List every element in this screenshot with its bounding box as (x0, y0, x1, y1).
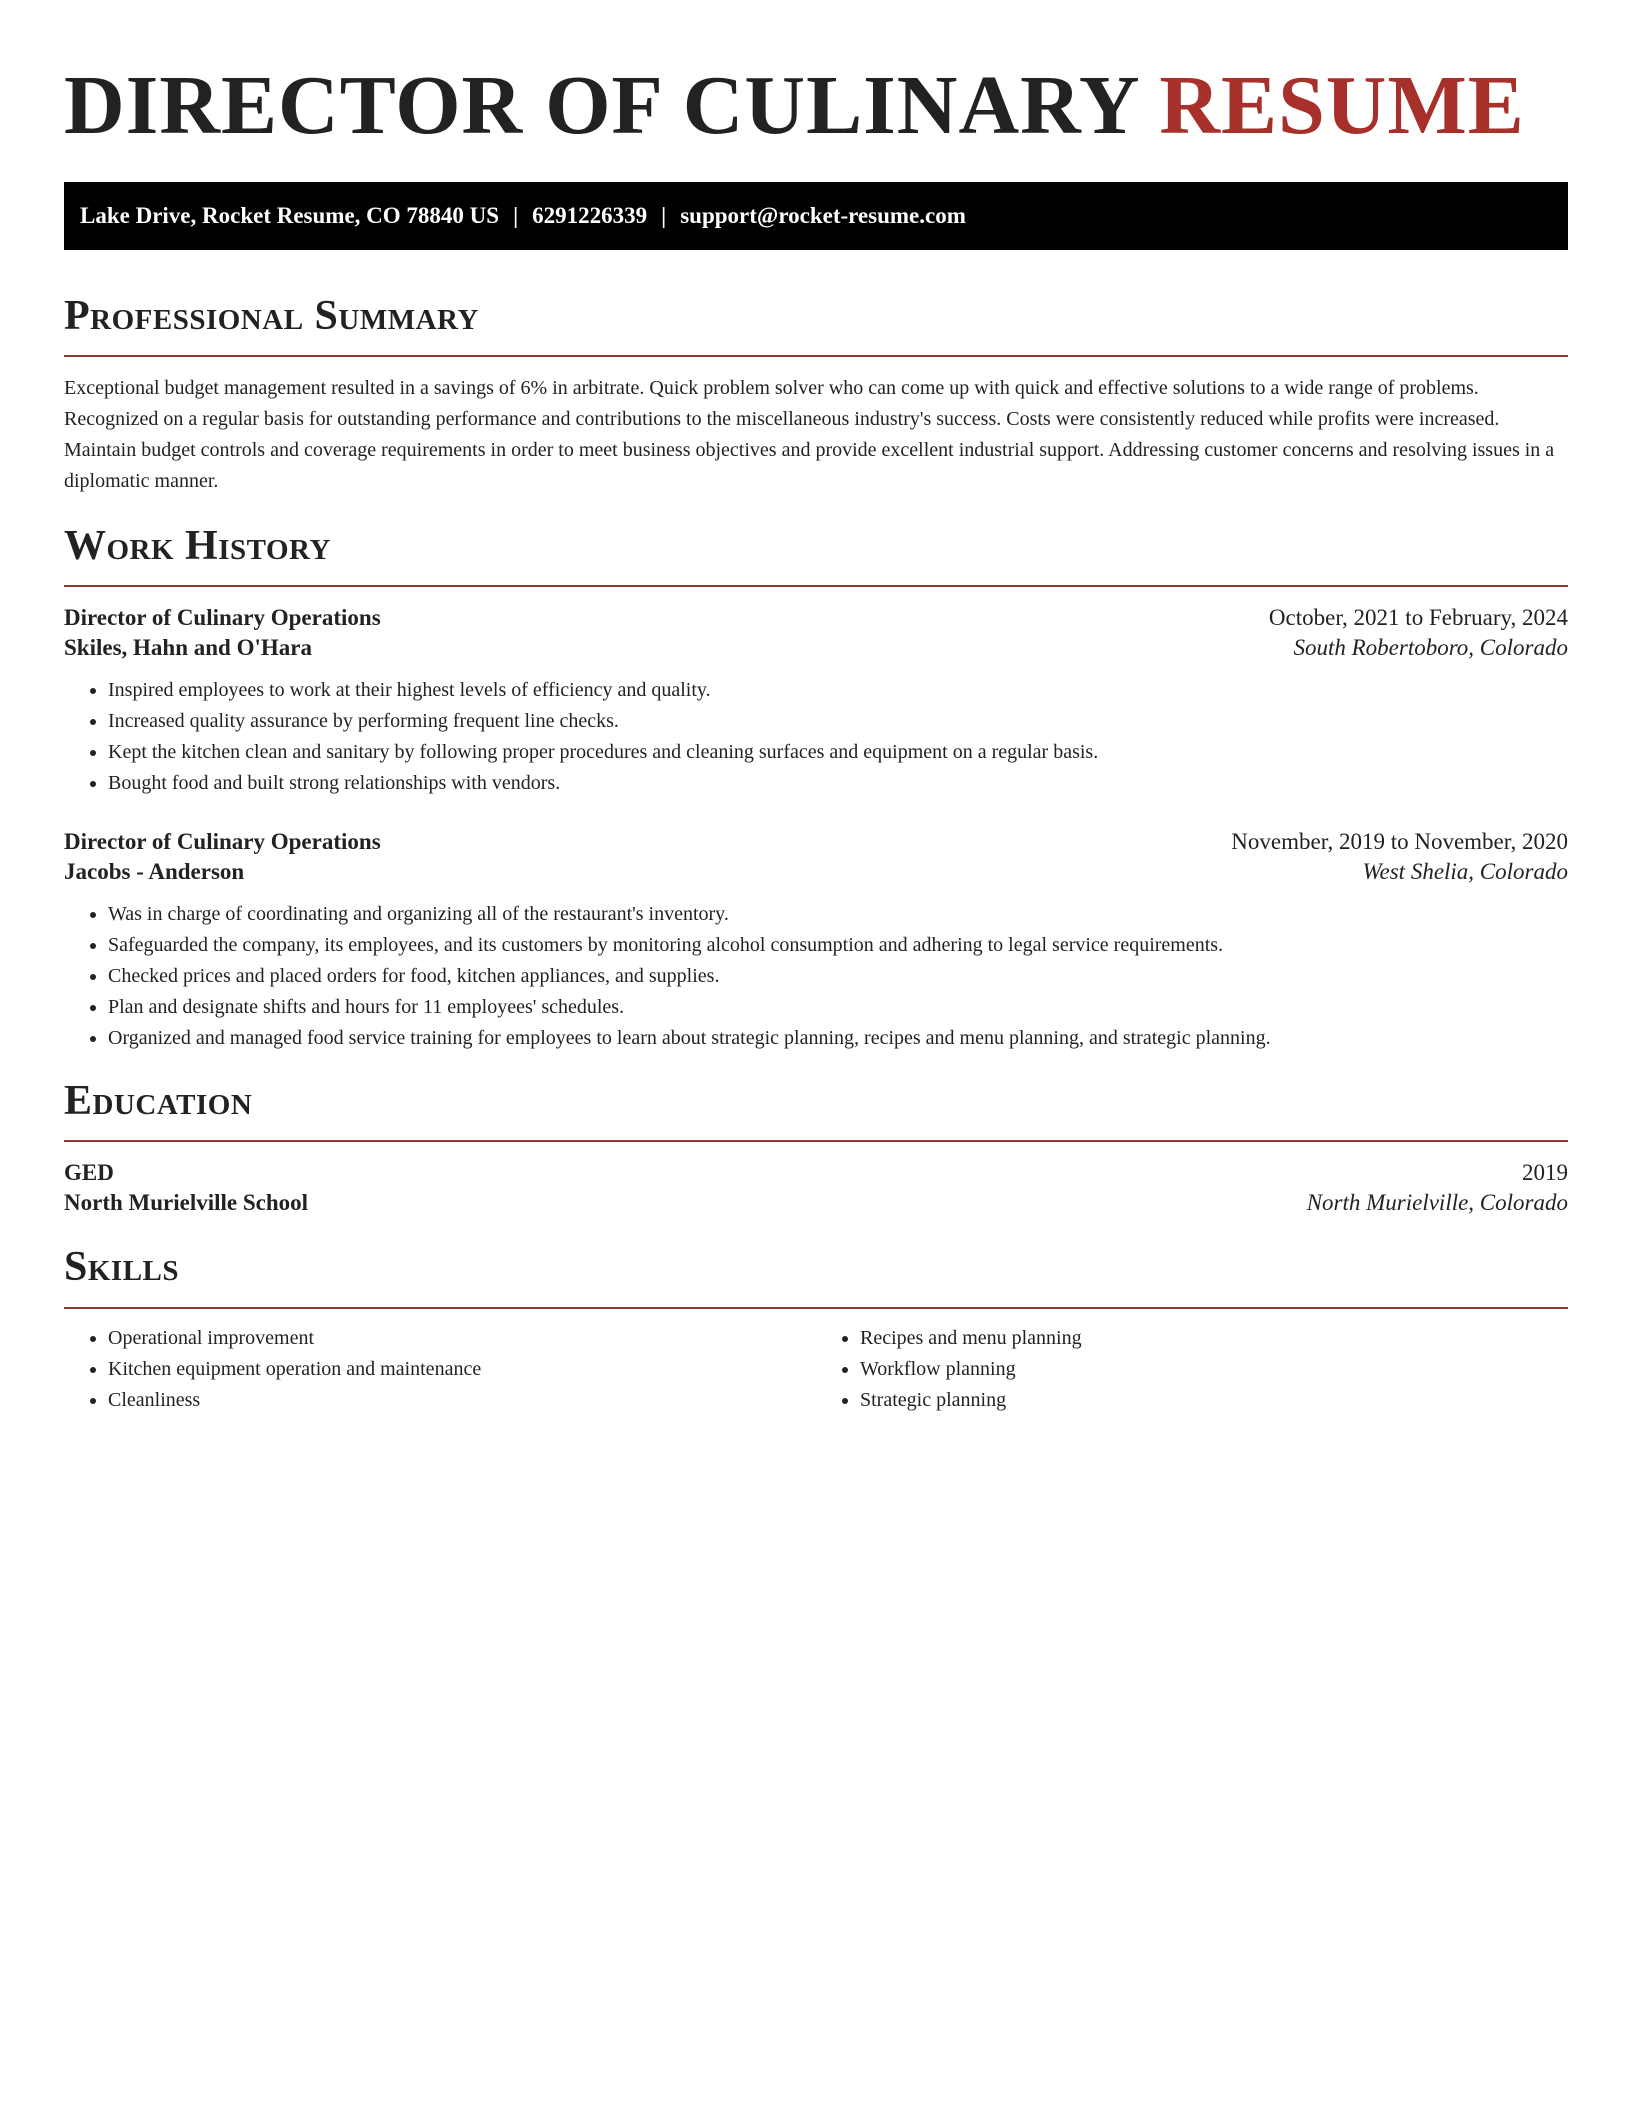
contact-email: support@rocket-resume.com (680, 202, 966, 228)
section-divider (64, 1140, 1568, 1142)
contact-separator: | (661, 202, 667, 228)
job-bullet: • Increased quality assurance by performing frequent line checks. (108, 706, 1568, 737)
job-bullets (64, 899, 1568, 1054)
job-entry (64, 605, 1568, 799)
job-bullet: • Safeguarded the company, its employees, and its customers by monitoring alcohol consumption and adhering to legal service requirements. (108, 930, 1568, 961)
resume-page (64, 0, 1568, 1416)
job-company-row (64, 635, 1568, 661)
job-dates: November, 2019 to November, 2020 (1231, 829, 1568, 855)
job-bullet: • Was in charge of coordinating and organizing all of the restaurant's inventory. (108, 899, 1568, 930)
work-history-section (64, 523, 1568, 1054)
job-entry (64, 829, 1568, 1054)
skills-section (64, 1244, 1568, 1415)
skill-item: • Strategic planning (860, 1385, 1568, 1416)
job-bullet: • Inspired employees to work at their highest levels of efficiency and quality. (108, 675, 1568, 706)
job-company-row (64, 859, 1568, 885)
title-main: DIRECTOR OF CULINARY (64, 59, 1138, 152)
section-divider (64, 585, 1568, 587)
skills-columns (64, 1323, 1568, 1416)
job-company: Skiles, Hahn and O'Hara (64, 635, 312, 661)
job-bullet: • Organized and managed food service training for employees to learn about strategic planning, recipes and menu planning, and strategic planning. (108, 1023, 1568, 1054)
section-divider (64, 1307, 1568, 1309)
contact-address: Lake Drive, Rocket Resume, CO 78840 US (80, 202, 500, 228)
job-title: Director of Culinary Operations (64, 829, 381, 855)
skills-left-column (64, 1323, 816, 1416)
skills-heading: Skills (64, 1244, 180, 1291)
job-bullet: • Bought food and built strong relationships with vendors. (108, 768, 1568, 799)
skills-right-column (816, 1323, 1568, 1416)
skill-item: • Operational improvement (108, 1323, 816, 1354)
work-history-heading: Work History (64, 522, 331, 569)
education-school-row (64, 1190, 1568, 1216)
education-degree: GED (64, 1160, 114, 1186)
summary-heading: Professional Summary (64, 292, 479, 339)
education-year: 2019 (1522, 1160, 1568, 1186)
job-title: Director of Culinary Operations (64, 605, 381, 631)
education-heading: Education (64, 1078, 253, 1125)
contact-separator: | (513, 202, 519, 228)
education-section (64, 1078, 1568, 1216)
job-header-row (64, 829, 1568, 855)
skill-item: • Recipes and menu planning (860, 1323, 1568, 1354)
job-header-row (64, 605, 1568, 631)
job-bullet: • Plan and designate shifts and hours for 11 employees' schedules. (108, 992, 1568, 1023)
job-location: South Robertoboro, Colorado (1293, 635, 1568, 661)
contact-bar (64, 182, 1568, 250)
title-accent: RESUME (1159, 59, 1525, 152)
job-bullet: • Checked prices and placed orders for food, kitchen appliances, and supplies. (108, 961, 1568, 992)
skill-item: • Cleanliness (108, 1385, 816, 1416)
summary-text: Exceptional budget management resulted in a savings of 6% in arbitrate. Quick problem solver who can come up with quick and effective solutions to a wide range of problems. Recognized on a regular basis for outstanding performance and contributions to the miscellaneous industry's success. Costs were consistently reduced while profits were increased. Maintain budget controls and coverage requirements in order to meet business objectives and provide excellent industrial support. Addressing customer concerns and resolving issues in a diplomatic manner. (64, 376, 1555, 492)
job-company: Jacobs - Anderson (64, 859, 245, 885)
resume-title (64, 56, 1568, 157)
section-divider (64, 355, 1568, 357)
job-bullets (64, 675, 1568, 799)
education-header-row (64, 1160, 1568, 1186)
contact-phone: 6291226339 (532, 202, 648, 228)
job-dates: October, 2021 to February, 2024 (1268, 605, 1568, 631)
education-school: North Murielville School (64, 1190, 309, 1216)
job-location: West Shelia, Colorado (1362, 859, 1568, 885)
job-bullet: • Kept the kitchen clean and sanitary by following proper procedures and cleaning surfaces and equipment on a regular basis. (108, 737, 1568, 768)
skill-item: • Workflow planning (860, 1354, 1568, 1385)
summary-section (64, 293, 1568, 497)
skill-item: • Kitchen equipment operation and maintenance (108, 1354, 816, 1385)
education-location: North Murielville, Colorado (1306, 1190, 1568, 1216)
